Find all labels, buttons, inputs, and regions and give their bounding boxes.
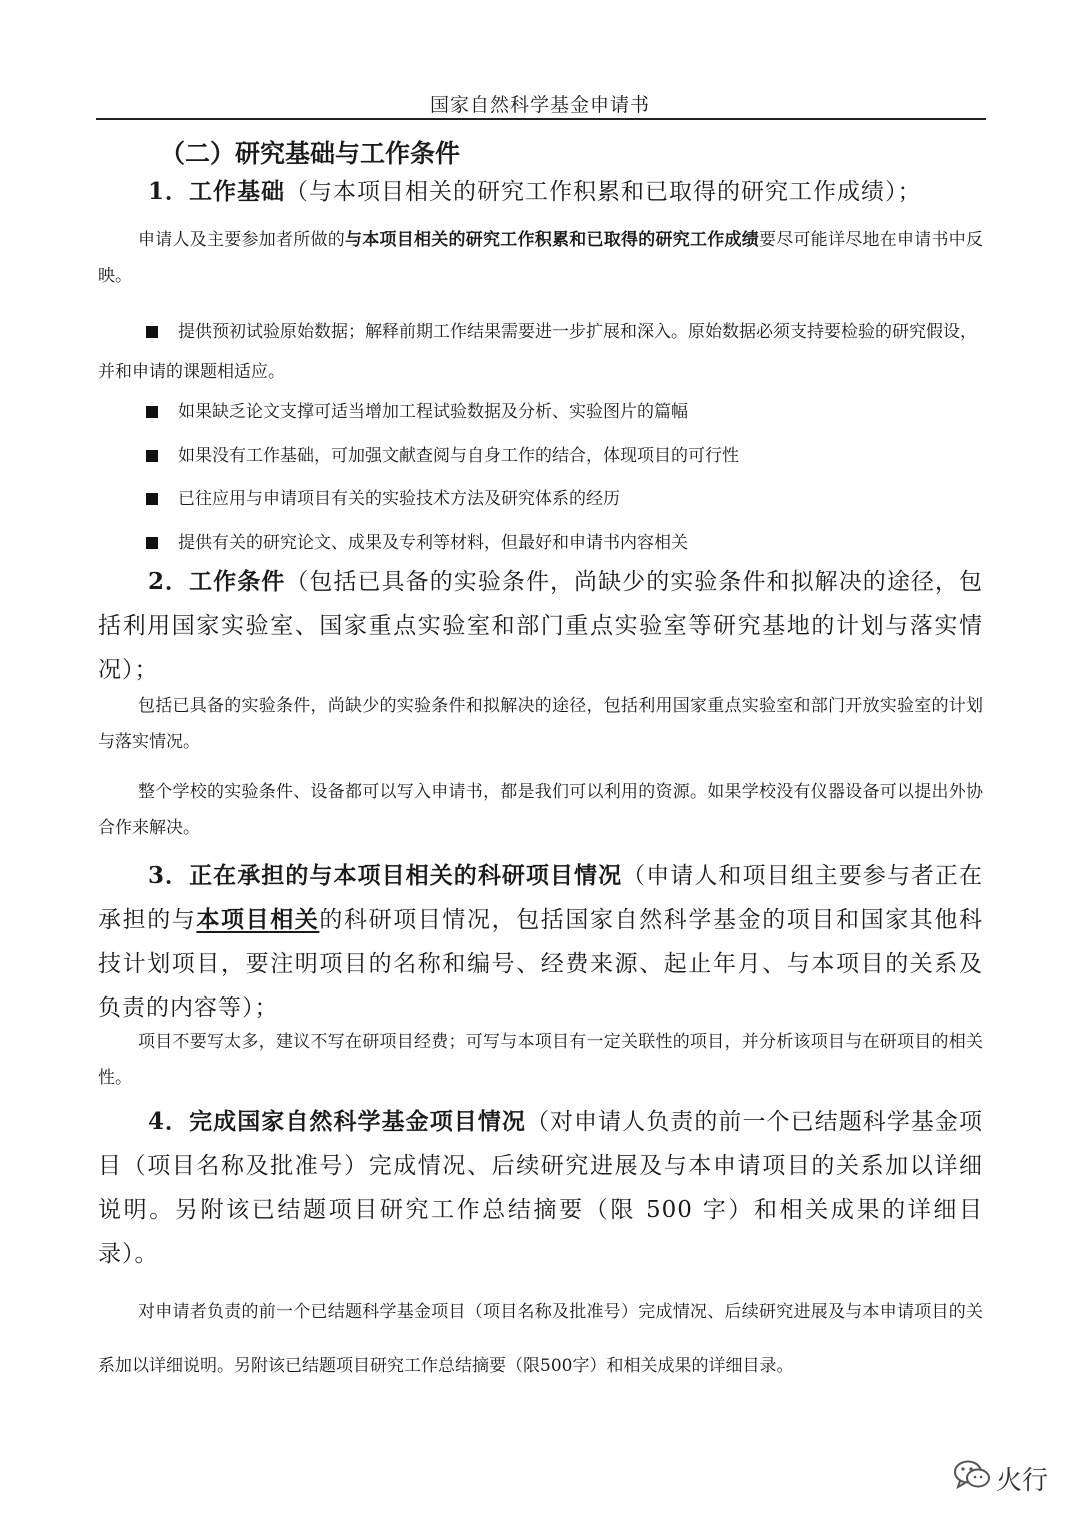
bullet-text: 提供有关的研究论文、成果及专利等材料，但最好和申请书内容相关 [178,533,688,553]
s4-heading-rest: （对申请人负责的前一个已结题科学基金项目（项目名称及批准号）完成情况、后续研究进展及与本申请项目的关系加以详细说明。另附该已结题项目研究工作总结摘要（限 500 字）和相关成果的详细目录）。 [98,1109,983,1267]
s2-note-1: 包括已具备的实验条件，尚缺少的实验条件和拟解决的途径，包括利用国家重点实验室和部门开放实验室的计划与落实情况。 [98,696,983,752]
bullet-text: 如果没有工作基础，可加强文献查阅与自身工作的结合，体现项目的可行性 [178,446,739,466]
s3-heading-a: （申请人和项目组主要参与者正在承担的与 [98,863,983,933]
s1-heading [98,170,983,214]
bullet-text: 已往应用与申请项目有关的实验技术方法及研究体系的经历 [178,489,620,509]
list-item [98,398,983,426]
s3-note: 项目不要写太多，建议不写在研项目经费；可写与本项目有一定关联性的项目，并分析该项目与在研项目的相关性。 [98,1032,983,1088]
s1-heading-rest: （与本项目相关的研究工作积累和已取得的研究工作成绩）； [285,179,922,205]
square-bullet-icon [146,493,158,505]
wechat-icon [952,1458,992,1492]
square-bullet-icon [146,406,158,418]
watermark-text: 火行 [996,1466,1049,1496]
s1-note-a: 申请人及主要参加者所做的 [138,230,345,250]
s2-note-2: 整个学校的实验条件、设备都可以写入申请书，都是我们可以利用的资源。如果学校没有仪器设备可以提出外协合作来解决。 [98,782,983,838]
s3-heading-b: 的科研项目情况，包括国家自然科学基金的项目和国家其他科技计划项目，要注明项目的名称和编号、经费来源、起止年月、与本项目的关系及负责的内容等）； [98,907,984,1021]
header-divider [96,118,986,120]
watermark [952,1458,1062,1498]
header-title: 国家自然科学基金申请书 [429,94,650,116]
s4-heading [98,1100,983,1276]
s4-note: 对申请者负责的前一个已结题科学基金项目（项目名称及批准号）完成情况、后续研究进展及与本申请项目的关系加以详细说明。另附该已结题项目研究工作总结摘要（限500字）和相关成果的详细目录。 [98,1302,983,1376]
s4-heading-bold: 4．完成国家自然科学基金项目情况 [148,1108,526,1135]
bullet-text: 如果缺乏论文支撑可适当增加工程试验数据及分析、实验图片的篇幅 [178,402,688,422]
square-bullet-icon [146,326,158,338]
list-item [98,312,983,392]
list-item [98,442,983,470]
bullet-text: 提供预初试验原始数据；解释前期工作结果需要进一步扩展和深入。原始数据必须支持要检验的研究假设，并和申请的课题相适应。 [98,322,977,382]
s3-heading-bold: 3．正在承担的与本项目相关的科研项目情况 [148,862,623,889]
list-item [98,485,983,513]
s3-heading-underlined: 本项目相关 [196,906,320,933]
s1-heading-bold: 1．工作基础 [148,178,286,205]
square-bullet-icon [146,450,158,462]
s1-note [98,222,983,294]
section-title: （二）研究基础与工作条件 [160,139,461,168]
s2-heading-bold: 2．工作条件 [148,568,286,595]
s1-note-c: 要尽可能详尽地在申请书中反映。 [98,230,983,286]
list-item [98,529,983,557]
s1-note-bold: 与本项目相关的研究工作积累和已取得的研究工作成绩 [345,230,759,250]
square-bullet-icon [146,537,158,549]
s3-heading [98,854,983,1030]
s2-heading-rest: （包括已具备的实验条件，尚缺少的实验条件和拟解决的途径，包括利用国家实验室、国家重点实验室和部门重点实验室等研究基地的计划与落实情况）； [98,569,983,683]
s2-heading [98,560,983,692]
